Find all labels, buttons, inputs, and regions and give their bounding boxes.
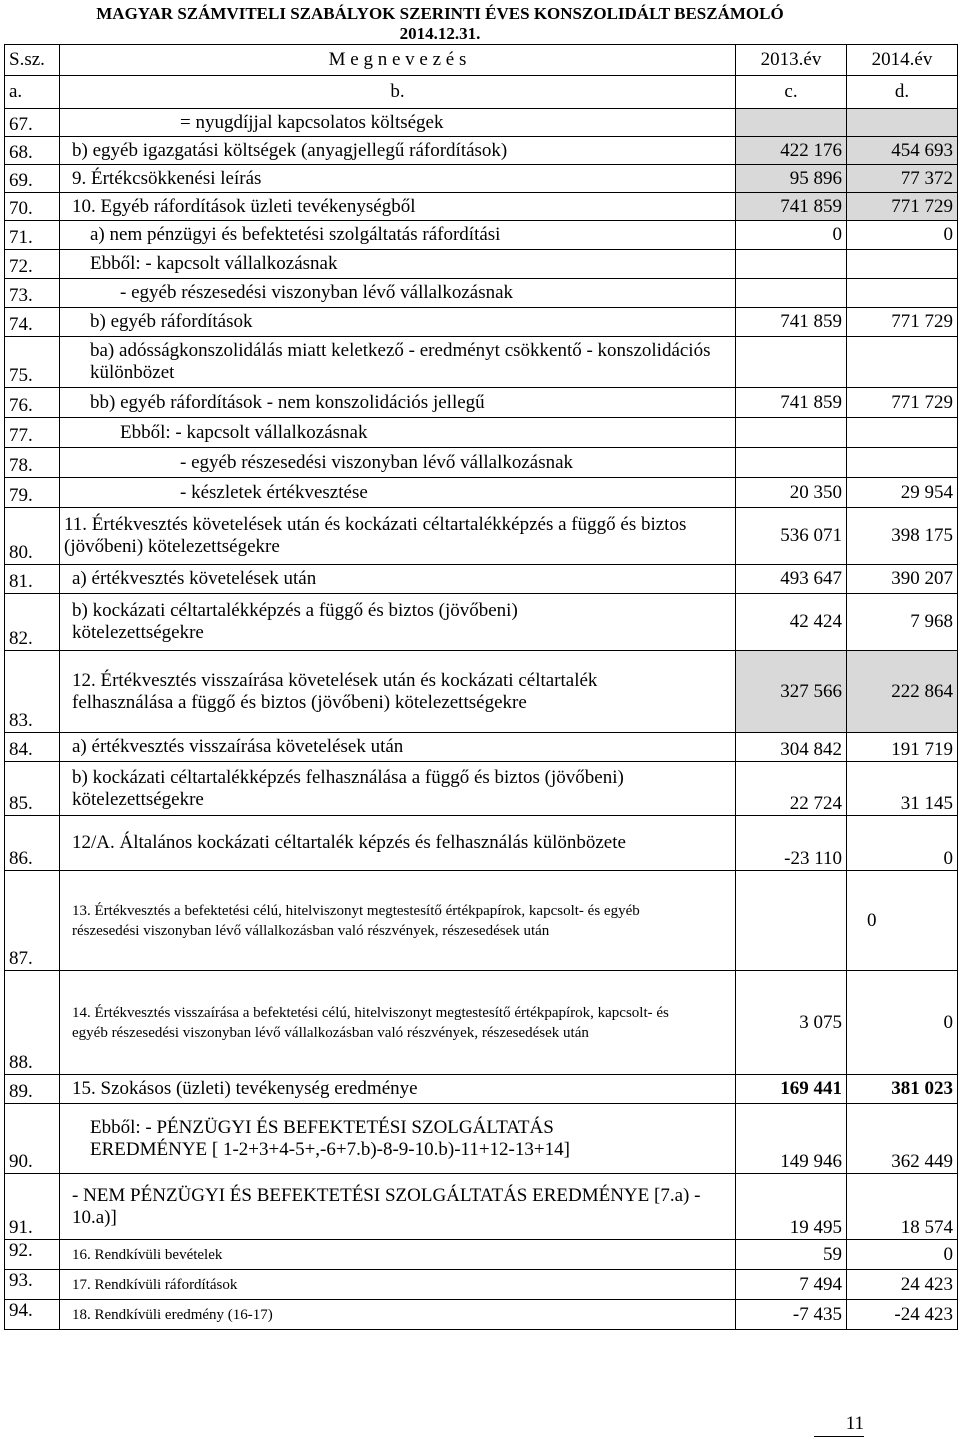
row-number: 73. bbox=[5, 279, 60, 308]
value-2014: 0 bbox=[847, 816, 958, 871]
value-2013 bbox=[736, 418, 847, 448]
row-label: b) egyéb igazgatási költségek (anyagjellegű ráfordítások) bbox=[60, 137, 736, 165]
table-row bbox=[5, 1270, 958, 1300]
row-label: 9. Értékcsökkenési leírás bbox=[60, 165, 736, 193]
value-2014: 7 968 bbox=[847, 594, 958, 651]
row-label: ba) adósságkonszolidálás miatt keletkező - eredményt csökkentő - konszolidációs különbözet bbox=[60, 337, 736, 388]
value-2013: 22 724 bbox=[736, 762, 847, 816]
value-2014 bbox=[847, 279, 958, 308]
letter-row bbox=[5, 76, 958, 109]
page-number: 11 bbox=[845, 1413, 864, 1434]
row-label: 12/A. Általános kockázati céltartalék képzés és felhasználás különbözete bbox=[60, 816, 736, 871]
row-number: 81. bbox=[5, 565, 60, 594]
row-number: 91. bbox=[5, 1174, 60, 1240]
value-2013: 0 bbox=[736, 221, 847, 250]
row-label: a) értékvesztés követelések után bbox=[60, 565, 736, 594]
value-2014 bbox=[847, 448, 958, 478]
value-2014 bbox=[847, 337, 958, 388]
value-2014: 0 bbox=[847, 871, 958, 971]
row-label: 11. Értékvesztés követelések után és kockázati céltartalékképzés a függő és biztos (jövőbeni) kötelezettségekre bbox=[60, 508, 736, 565]
row-number: 76. bbox=[5, 388, 60, 418]
table-row bbox=[5, 308, 958, 337]
value-2013: 741 859 bbox=[736, 193, 847, 221]
value-2013: 95 896 bbox=[736, 165, 847, 193]
col-letter-a: a. bbox=[5, 76, 60, 109]
row-number: 78. bbox=[5, 448, 60, 478]
row-label: 17. Rendkívüli ráfordítások bbox=[60, 1270, 736, 1300]
row-number: 92. bbox=[5, 1240, 60, 1270]
table-row bbox=[5, 478, 958, 508]
table-row bbox=[5, 651, 958, 733]
table-row bbox=[5, 508, 958, 565]
value-2014: 0 bbox=[847, 971, 958, 1075]
table-row bbox=[5, 816, 958, 871]
value-2014: 191 719 bbox=[847, 733, 958, 762]
value-2014: 381 023 bbox=[847, 1075, 958, 1104]
value-2013: -7 435 bbox=[736, 1300, 847, 1330]
table-row bbox=[5, 165, 958, 193]
row-label: bb) egyéb ráfordítások - nem konszolidációs jellegű bbox=[60, 388, 736, 418]
row-number: 90. bbox=[5, 1104, 60, 1174]
row-number: 72. bbox=[5, 250, 60, 279]
table-row bbox=[5, 388, 958, 418]
row-label: - egyéb részesedési viszonyban lévő vállalkozásnak bbox=[60, 448, 736, 478]
value-2013: 493 647 bbox=[736, 565, 847, 594]
row-number: 75. bbox=[5, 337, 60, 388]
value-2014: 390 207 bbox=[847, 565, 958, 594]
table-row bbox=[5, 221, 958, 250]
value-2013: 327 566 bbox=[736, 651, 847, 733]
row-label: a) értékvesztés visszaírása követelések után bbox=[60, 733, 736, 762]
value-2013: 741 859 bbox=[736, 308, 847, 337]
value-2013 bbox=[736, 279, 847, 308]
row-label: - egyéb részesedési viszonyban lévő vállalkozásnak bbox=[60, 279, 736, 308]
row-number: 82. bbox=[5, 594, 60, 651]
value-2014: 771 729 bbox=[847, 193, 958, 221]
row-number: 86. bbox=[5, 816, 60, 871]
value-2013 bbox=[736, 448, 847, 478]
row-label: Ebből: - kapcsolt vállalkozásnak bbox=[60, 250, 736, 279]
row-number: 89. bbox=[5, 1075, 60, 1104]
value-2013 bbox=[736, 337, 847, 388]
value-2014: 398 175 bbox=[847, 508, 958, 565]
col-header-no: S.sz. bbox=[5, 45, 60, 76]
report-date: 2014.12.31. bbox=[399, 24, 481, 43]
row-number: 74. bbox=[5, 308, 60, 337]
value-2014: 0 bbox=[847, 221, 958, 250]
table-row bbox=[5, 1075, 958, 1104]
value-2013 bbox=[736, 871, 847, 971]
col-header-2014: 2014.év bbox=[847, 45, 958, 76]
row-label: 18. Rendkívüli eredmény (16-17) bbox=[60, 1300, 736, 1330]
table-row bbox=[5, 250, 958, 279]
value-2014 bbox=[847, 250, 958, 279]
table-row bbox=[5, 1104, 958, 1174]
value-2014: 31 145 bbox=[847, 762, 958, 816]
row-number: 68. bbox=[5, 137, 60, 165]
row-number: 93. bbox=[5, 1270, 60, 1300]
value-2014: 29 954 bbox=[847, 478, 958, 508]
row-number: 94. bbox=[5, 1300, 60, 1330]
table-row bbox=[5, 337, 958, 388]
value-2014: 18 574 bbox=[847, 1174, 958, 1240]
report-table bbox=[4, 44, 958, 1330]
table-row bbox=[5, 871, 958, 971]
row-number: 88. bbox=[5, 971, 60, 1075]
value-2014: 771 729 bbox=[847, 308, 958, 337]
value-2013: 7 494 bbox=[736, 1270, 847, 1300]
row-label: - készletek értékvesztése bbox=[60, 478, 736, 508]
row-label: 13. Értékvesztés a befektetési célú, hitelviszonyt megtestesítő értékpapírok, kapcsolt- és egyéb részesedési viszonyban lévő vállalkozásban való részvények, részesedések után bbox=[60, 871, 736, 971]
value-2014: 24 423 bbox=[847, 1270, 958, 1300]
table-row bbox=[5, 594, 958, 651]
row-label: 12. Értékvesztés visszaírása követelések után és kockázati céltartalék felhasználása a függő és biztos (jövőbeni) kötelezettségekre bbox=[60, 651, 736, 733]
table-row bbox=[5, 733, 958, 762]
row-label: 10. Egyéb ráfordítások üzleti tevékenységből bbox=[60, 193, 736, 221]
table-row bbox=[5, 971, 958, 1075]
row-number: 85. bbox=[5, 762, 60, 816]
value-2014: 771 729 bbox=[847, 388, 958, 418]
table-row bbox=[5, 193, 958, 221]
row-label: = nyugdíjjal kapcsolatos költségek bbox=[60, 109, 736, 137]
row-number: 79. bbox=[5, 478, 60, 508]
value-2013: 169 441 bbox=[736, 1075, 847, 1104]
value-2014: 454 693 bbox=[847, 137, 958, 165]
report-title: MAGYAR SZÁMVITELI SZABÁLYOK SZERINTI ÉVES KONSZOLIDÁLT BESZÁMOLÓ bbox=[96, 4, 784, 23]
value-2013 bbox=[736, 109, 847, 137]
value-2013: 19 495 bbox=[736, 1174, 847, 1240]
value-2013: 149 946 bbox=[736, 1104, 847, 1174]
value-2014: 77 372 bbox=[847, 165, 958, 193]
row-number: 69. bbox=[5, 165, 60, 193]
value-2014: 362 449 bbox=[847, 1104, 958, 1174]
row-label: 16. Rendkívüli bevételek bbox=[60, 1240, 736, 1270]
value-2013: 422 176 bbox=[736, 137, 847, 165]
value-2014 bbox=[847, 418, 958, 448]
table-row bbox=[5, 1240, 958, 1270]
table-row bbox=[5, 279, 958, 308]
value-2013: 3 075 bbox=[736, 971, 847, 1075]
value-2013: 20 350 bbox=[736, 478, 847, 508]
value-2013: 42 424 bbox=[736, 594, 847, 651]
value-2014 bbox=[847, 109, 958, 137]
col-header-2013: 2013.év bbox=[736, 45, 847, 76]
row-number: 83. bbox=[5, 651, 60, 733]
table-row bbox=[5, 762, 958, 816]
row-label: b) kockázati céltartalékképzés a függő és biztos (jövőbeni) kötelezettségekre bbox=[60, 594, 736, 651]
row-label: 15. Szokásos (üzleti) tevékenység eredménye bbox=[60, 1075, 736, 1104]
value-2013: 59 bbox=[736, 1240, 847, 1270]
table-row bbox=[5, 448, 958, 478]
value-2014: 0 bbox=[847, 1240, 958, 1270]
value-2013: 304 842 bbox=[736, 733, 847, 762]
row-number: 84. bbox=[5, 733, 60, 762]
table-row bbox=[5, 137, 958, 165]
row-number: 71. bbox=[5, 221, 60, 250]
row-number: 70. bbox=[5, 193, 60, 221]
row-label: a) nem pénzügyi és befektetési szolgáltatás ráfordítási bbox=[60, 221, 736, 250]
row-label: b) egyéb ráfordítások bbox=[60, 308, 736, 337]
table-row bbox=[5, 565, 958, 594]
table-row bbox=[5, 418, 958, 448]
row-label: 14. Értékvesztés visszaírása a befektetési célú, hitelviszonyt megtestesítő értékpapírok, kapcsolt- és egyéb részesedési viszonyban lévő vállalkozásban való részvények, részesedések után bbox=[60, 971, 736, 1075]
row-number: 80. bbox=[5, 508, 60, 565]
page-number-rule bbox=[814, 1436, 864, 1437]
value-2013 bbox=[736, 250, 847, 279]
col-letter-b: b. bbox=[60, 76, 736, 109]
value-2013: -23 110 bbox=[736, 816, 847, 871]
table-row bbox=[5, 1174, 958, 1240]
row-label: - NEM PÉNZÜGYI ÉS BEFEKTETÉSI SZOLGÁLTATÁS EREDMÉNYE [7.a) - 10.a)] bbox=[60, 1174, 736, 1240]
row-number: 77. bbox=[5, 418, 60, 448]
row-label: Ebből: - kapcsolt vállalkozásnak bbox=[60, 418, 736, 448]
row-label: b) kockázati céltartalékképzés felhasználása a függő és biztos (jövőbeni) kötelezettségekre bbox=[60, 762, 736, 816]
value-2013: 741 859 bbox=[736, 388, 847, 418]
col-header-name: M e g n e v e z é s bbox=[60, 45, 736, 76]
table-row bbox=[5, 109, 958, 137]
value-2014: -24 423 bbox=[847, 1300, 958, 1330]
row-number: 67. bbox=[5, 109, 60, 137]
row-number: 87. bbox=[5, 871, 60, 971]
col-letter-d: d. bbox=[847, 76, 958, 109]
table-row bbox=[5, 1300, 958, 1330]
row-label: Ebből: - PÉNZÜGYI ÉS BEFEKTETÉSI SZOLGÁLTATÁS EREDMÉNYE [ 1-2+3+4-5+,-6+7.b)-8-9-10.b)-11+12-13+14] bbox=[60, 1104, 736, 1174]
col-letter-c: c. bbox=[736, 76, 847, 109]
value-2013: 536 071 bbox=[736, 508, 847, 565]
header-row bbox=[5, 45, 958, 76]
value-2014: 222 864 bbox=[847, 651, 958, 733]
